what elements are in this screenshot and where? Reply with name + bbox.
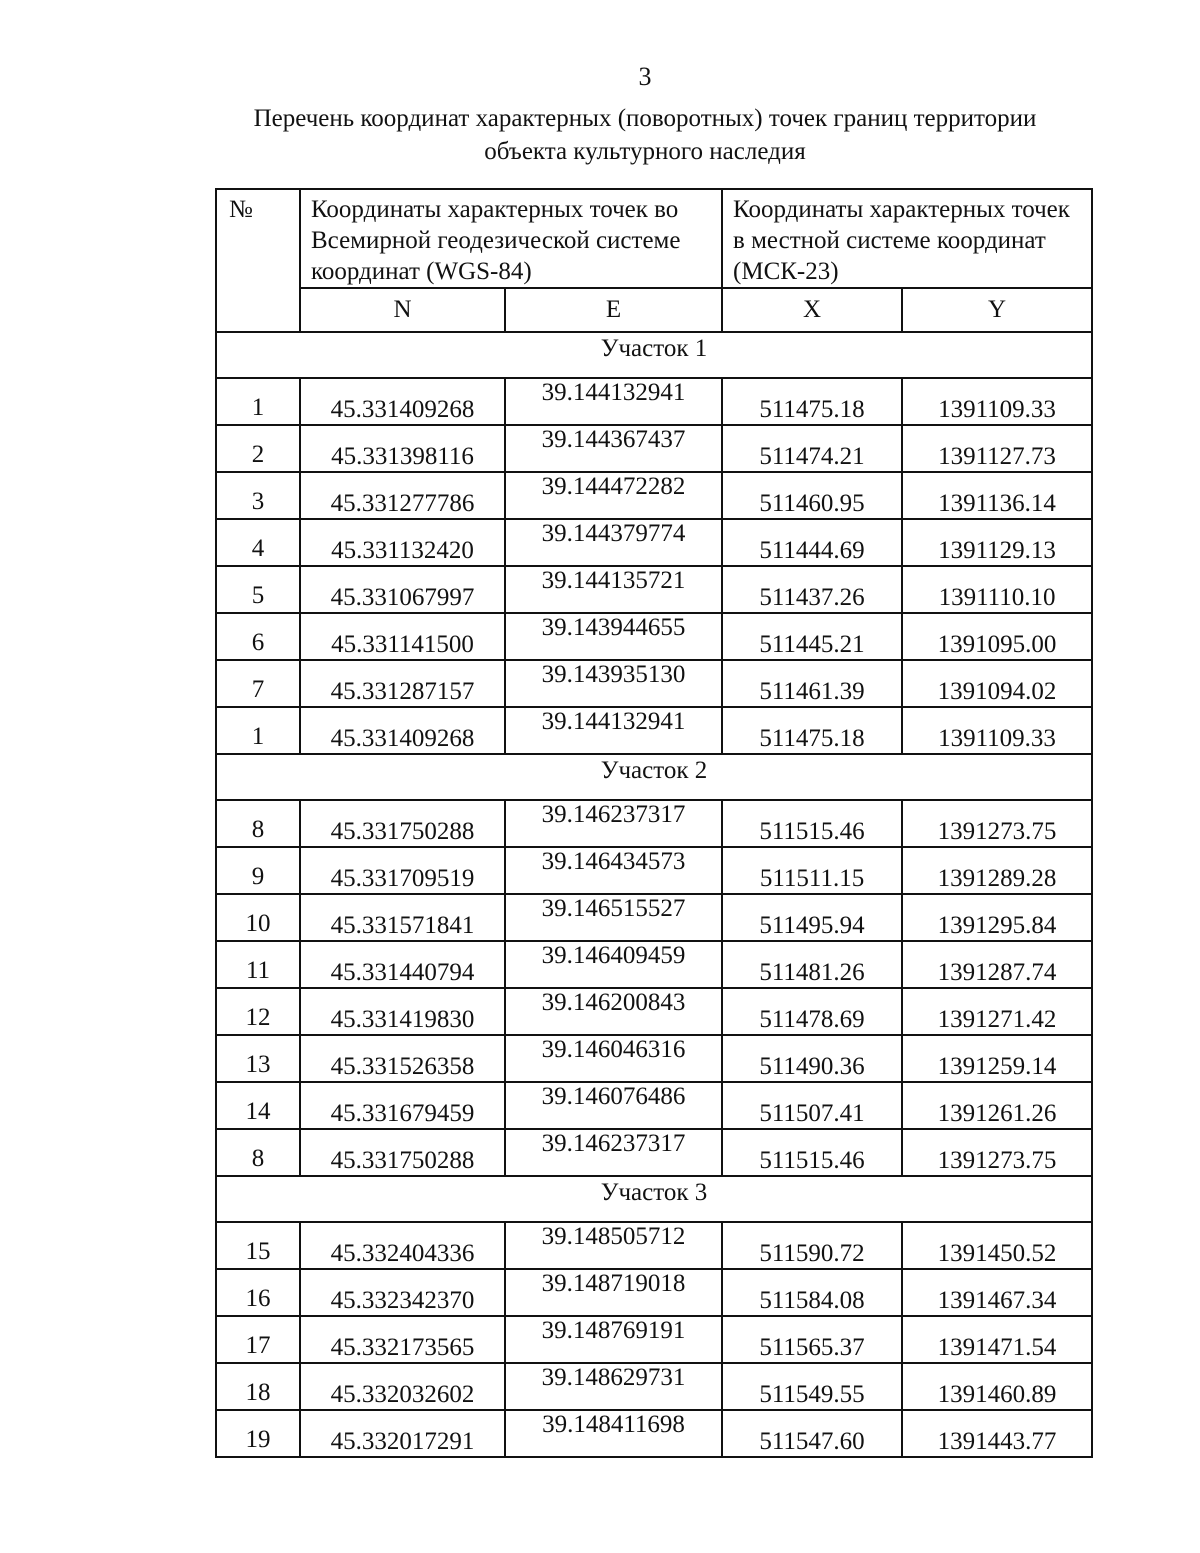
msk-y-cell: 1391295.84 [902,894,1092,941]
point-number-cell: 12 [216,988,300,1035]
latitude-n-cell: 45.331750288 [300,800,505,847]
header-x: X [722,288,902,332]
latitude-n-cell: 45.332342370 [300,1269,505,1316]
longitude-e-cell: 39.148505712 [505,1222,722,1269]
table-row [216,941,1092,988]
table-row [216,1222,1092,1269]
table-row [216,472,1092,519]
header-msk23: Координаты характерных точек в местной системе координат (МСК-23) [722,189,1092,288]
msk-x-cell: 511461.39 [722,660,902,707]
section-label: Участок 1 [216,332,1092,378]
msk-x-cell: 511515.46 [722,800,902,847]
longitude-e-cell: 39.144132941 [505,378,722,425]
longitude-e-cell: 39.148411698 [505,1410,722,1457]
section-label: Участок 2 [216,754,1092,800]
longitude-e-cell: 39.144472282 [505,472,722,519]
latitude-n-cell: 45.332017291 [300,1410,505,1457]
document-title [205,102,1085,168]
msk-y-cell: 1391450.52 [902,1222,1092,1269]
msk-x-cell: 511515.46 [722,1129,902,1176]
table-row [216,847,1092,894]
section-label: Участок 3 [216,1176,1092,1222]
latitude-n-cell: 45.331526358 [300,1035,505,1082]
msk-x-cell: 511590.72 [722,1222,902,1269]
point-number-cell: 9 [216,847,300,894]
table-row [216,1035,1092,1082]
point-number-cell: 15 [216,1222,300,1269]
longitude-e-cell: 39.146237317 [505,1129,722,1176]
msk-x-cell: 511474.21 [722,425,902,472]
msk-y-cell: 1391460.89 [902,1363,1092,1410]
header-n: N [300,288,505,332]
msk-y-cell: 1391261.26 [902,1082,1092,1129]
msk-y-cell: 1391109.33 [902,707,1092,754]
point-number-cell: 1 [216,707,300,754]
point-number-cell: 11 [216,941,300,988]
msk-y-cell: 1391467.34 [902,1269,1092,1316]
latitude-n-cell: 45.331067997 [300,566,505,613]
latitude-n-cell: 45.331409268 [300,707,505,754]
page-number: 3 [638,62,652,91]
table-row [216,378,1092,425]
section-row [216,1176,1092,1222]
longitude-e-cell: 39.146076486 [505,1082,722,1129]
latitude-n-cell: 45.332404336 [300,1222,505,1269]
longitude-e-cell: 39.146200843 [505,988,722,1035]
point-number-cell: 2 [216,425,300,472]
point-number-cell: 6 [216,613,300,660]
msk-x-cell: 511507.41 [722,1082,902,1129]
point-number-cell: 1 [216,378,300,425]
latitude-n-cell: 45.332032602 [300,1363,505,1410]
header-wgs84: Координаты характерных точек во Всемирной геодезической системе координат (WGS-84) [300,189,722,288]
msk-x-cell: 511437.26 [722,566,902,613]
msk-x-cell: 511445.21 [722,613,902,660]
table-row [216,1316,1092,1363]
longitude-e-cell: 39.143944655 [505,613,722,660]
latitude-n-cell: 45.331277786 [300,472,505,519]
table-header [216,189,1092,332]
latitude-n-cell: 45.331419830 [300,988,505,1035]
section-row [216,754,1092,800]
msk-y-cell: 1391109.33 [902,378,1092,425]
msk-x-cell: 511549.55 [722,1363,902,1410]
point-number-cell: 19 [216,1410,300,1457]
longitude-e-cell: 39.144135721 [505,566,722,613]
table-row [216,1269,1092,1316]
latitude-n-cell: 45.331132420 [300,519,505,566]
latitude-n-cell: 45.331571841 [300,894,505,941]
table-row [216,566,1092,613]
longitude-e-cell: 39.146237317 [505,800,722,847]
msk-y-cell: 1391443.77 [902,1410,1092,1457]
latitude-n-cell: 45.331141500 [300,613,505,660]
latitude-n-cell: 45.331409268 [300,378,505,425]
longitude-e-cell: 39.146046316 [505,1035,722,1082]
latitude-n-cell: 45.331750288 [300,1129,505,1176]
latitude-n-cell: 45.331398116 [300,425,505,472]
point-number-cell: 3 [216,472,300,519]
longitude-e-cell: 39.148719018 [505,1269,722,1316]
point-number-cell: 7 [216,660,300,707]
table-row [216,707,1092,754]
point-number-cell: 17 [216,1316,300,1363]
msk-y-cell: 1391095.00 [902,613,1092,660]
msk-y-cell: 1391110.10 [902,566,1092,613]
msk-y-cell: 1391471.54 [902,1316,1092,1363]
msk-x-cell: 511481.26 [722,941,902,988]
longitude-e-cell: 39.148629731 [505,1363,722,1410]
msk-y-cell: 1391273.75 [902,800,1092,847]
point-number-cell: 8 [216,1129,300,1176]
point-number-cell: 8 [216,800,300,847]
table-row [216,425,1092,472]
msk-y-cell: 1391287.74 [902,941,1092,988]
msk-x-cell: 511475.18 [722,378,902,425]
point-number-cell: 14 [216,1082,300,1129]
table-row [216,1129,1092,1176]
msk-x-cell: 511478.69 [722,988,902,1035]
table-row [216,1363,1092,1410]
table-row [216,1082,1092,1129]
msk-y-cell: 1391094.02 [902,660,1092,707]
msk-x-cell: 511475.18 [722,707,902,754]
table-body [216,332,1092,1457]
latitude-n-cell: 45.331440794 [300,941,505,988]
msk-y-cell: 1391271.42 [902,988,1092,1035]
latitude-n-cell: 45.332173565 [300,1316,505,1363]
latitude-n-cell: 45.331287157 [300,660,505,707]
msk-y-cell: 1391136.14 [902,472,1092,519]
point-number-cell: 5 [216,566,300,613]
longitude-e-cell: 39.146434573 [505,847,722,894]
msk-y-cell: 1391273.75 [902,1129,1092,1176]
latitude-n-cell: 45.331679459 [300,1082,505,1129]
table-row [216,800,1092,847]
longitude-e-cell: 39.144379774 [505,519,722,566]
table-row [216,519,1092,566]
header-number: № [216,189,300,332]
msk-x-cell: 511444.69 [722,519,902,566]
title-line-1: Перечень координат характерных (поворотных) точек границ территории [253,105,1037,132]
header-e: E [505,288,722,332]
longitude-e-cell: 39.148769191 [505,1316,722,1363]
title-line-2: объекта культурного наследия [484,138,806,165]
point-number-cell: 18 [216,1363,300,1410]
msk-x-cell: 511490.36 [722,1035,902,1082]
header-y: Y [902,288,1092,332]
point-number-cell: 4 [216,519,300,566]
msk-x-cell: 511511.15 [722,847,902,894]
msk-y-cell: 1391129.13 [902,519,1092,566]
msk-x-cell: 511565.37 [722,1316,902,1363]
longitude-e-cell: 39.146515527 [505,894,722,941]
point-number-cell: 10 [216,894,300,941]
longitude-e-cell: 39.146409459 [505,941,722,988]
msk-x-cell: 511460.95 [722,472,902,519]
latitude-n-cell: 45.331709519 [300,847,505,894]
point-number-cell: 13 [216,1035,300,1082]
msk-x-cell: 511495.94 [722,894,902,941]
msk-y-cell: 1391289.28 [902,847,1092,894]
msk-x-cell: 511584.08 [722,1269,902,1316]
longitude-e-cell: 39.144132941 [505,707,722,754]
table-row [216,1410,1092,1457]
point-number-cell: 16 [216,1269,300,1316]
table-row [216,613,1092,660]
table-row [216,894,1092,941]
longitude-e-cell: 39.143935130 [505,660,722,707]
longitude-e-cell: 39.144367437 [505,425,722,472]
msk-y-cell: 1391259.14 [902,1035,1092,1082]
msk-y-cell: 1391127.73 [902,425,1092,472]
coordinates-table [215,188,1093,1458]
table-row [216,988,1092,1035]
table-row [216,660,1092,707]
section-row [216,332,1092,378]
msk-x-cell: 511547.60 [722,1410,902,1457]
